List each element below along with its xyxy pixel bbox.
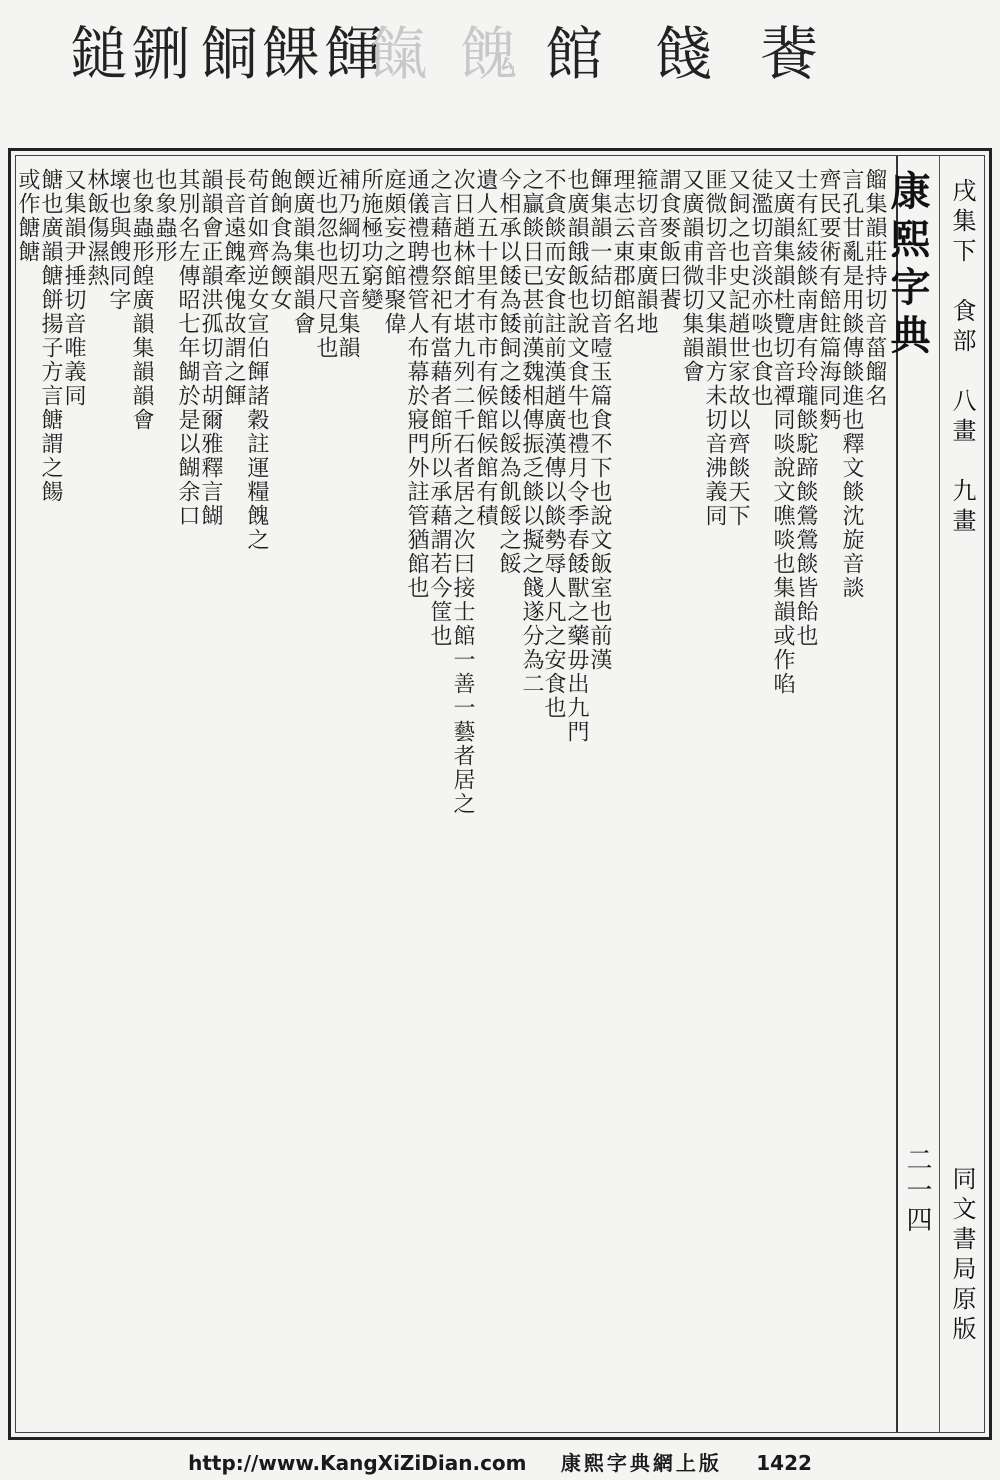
text-column: 其別名左傳昭七年餬於是以餬余口	[175, 168, 200, 528]
page-number-chinese: 二一四	[902, 1146, 932, 1236]
text-column: 匪微切音非又集韻方未切音沸義同	[702, 168, 727, 528]
text-column: 餪廣韻集韻韻會	[290, 168, 315, 336]
text-column: 長音遠餽牽傀故謂之餫	[221, 168, 246, 408]
text-column: 不貪餤而安食註前漢趙廣漢傳以餤勢辱人凡之安食也	[541, 168, 566, 720]
text-column: 又廣韻甫微切集韻會	[679, 168, 704, 384]
text-column: 也象蟲形餭廣韻集韻韻會	[129, 168, 154, 432]
text-column: 謂食麥飯曰餥	[656, 168, 681, 312]
text-column: 近也忽也咫尺見也	[313, 168, 338, 360]
seal-header	[40, 8, 960, 118]
text-column: 補乃綱切五音集韻	[335, 168, 360, 360]
page-frame	[8, 148, 992, 1440]
seal-glyph-faint-1: 餼	[370, 20, 433, 88]
text-column: 又廣韻集韻杜覽切音禫同啖說文噍啖也集韻或作啗	[770, 168, 795, 696]
page-frame-inner	[15, 155, 985, 1433]
text-column: 庭頗妄之館聚偉	[381, 168, 406, 336]
text-column: 徒濫切音淡亦啖也食也	[748, 168, 773, 408]
text-column: 飽餉食為餪女	[267, 168, 292, 312]
text-column: 或作餹餹	[15, 168, 40, 264]
text-column: 又集韻尹捶切音唯義同	[61, 168, 86, 408]
text-column: 通儀禮聘禮管人布幕於寢門外註管猶館也	[404, 168, 429, 600]
text-column: 次日趙林館才堪九列二千石者居之次曰接士館一善一藝者居之	[450, 168, 475, 816]
book-title: 康熙字典	[884, 170, 931, 362]
seal-glyph-left-2: 餇餜餫	[200, 20, 387, 88]
text-column: 言孔甘亂是用餤傳餤進也釋文餤沈旋音談	[839, 168, 864, 600]
text-column: 也廣韻餓飯也說文食牛也禮月令季春餧獸之藥毋出九門	[564, 168, 589, 744]
seal-glyph-right-2: 餞	[655, 20, 718, 88]
text-column: 士有紅綾餤南唐有玲瓏餤駝蹄餤鶯鶯餤皆飴也	[793, 168, 818, 648]
text-column: 餹也廣韻餹餅揚子方言餹謂之餳	[38, 168, 63, 504]
section-info: 戌集下 食部 八畫 九畫	[948, 178, 976, 538]
seal-glyph-right-1: 館	[545, 20, 608, 88]
side-panel	[884, 156, 984, 1432]
text-column: 林飯傷濕熱	[84, 168, 109, 288]
text-column: 理志云東郡館名	[610, 168, 635, 336]
text-column: 餾集韻莊持切音菑餾名	[862, 168, 887, 408]
seal-glyph-left-1: 鎚鉶	[70, 20, 195, 88]
text-column: 壞也與餿同字	[106, 168, 131, 312]
text-column: 之言藉也祭祀有當藉者館所以承藉謂若今筐也	[427, 168, 452, 648]
footer-page-number: 1422	[756, 1451, 812, 1475]
publisher-label: 同文書局原版	[948, 1166, 976, 1346]
side-divider	[939, 156, 940, 1432]
footer-site-name: 康熙字典網上版	[560, 1451, 722, 1475]
text-column: 齊民要術有餢飳篇海同麪	[816, 168, 841, 432]
seal-glyph-faint-2: 餽	[460, 20, 523, 88]
text-column: 也象蟲形	[152, 168, 177, 264]
text-column: 苟首如齊逆女宣伯餫諸穀註運糧餽之	[244, 168, 269, 552]
footer-url-link[interactable]: http://www.KangXiZiDian.com	[188, 1451, 527, 1475]
footer	[0, 1448, 1000, 1478]
text-column: 之贏餤日已甚前漢魏相傳振乏餤以擬之餞遂分為二	[519, 168, 544, 696]
text-column: 又飼之也史記趙世家故以齊餤天下	[725, 168, 750, 528]
seal-glyph-right-3: 餥	[760, 20, 823, 88]
text-column: 遺人五十里有市市有候館候館有積	[473, 168, 498, 528]
text-column: 韻韻會正韻洪孤切音胡爾雅釋言餬	[198, 168, 223, 528]
text-column: 箍切音東廣韻地	[633, 168, 658, 336]
text-column: 今相承以餧為餧飼之餧以餒為飢餒之餒	[496, 168, 521, 576]
text-column: 所施極功窮變	[358, 168, 383, 312]
text-column: 餫集韻一結切音噎玉篇食不下也說文飯室也前漢	[587, 168, 612, 672]
dictionary-body	[15, 162, 890, 1426]
